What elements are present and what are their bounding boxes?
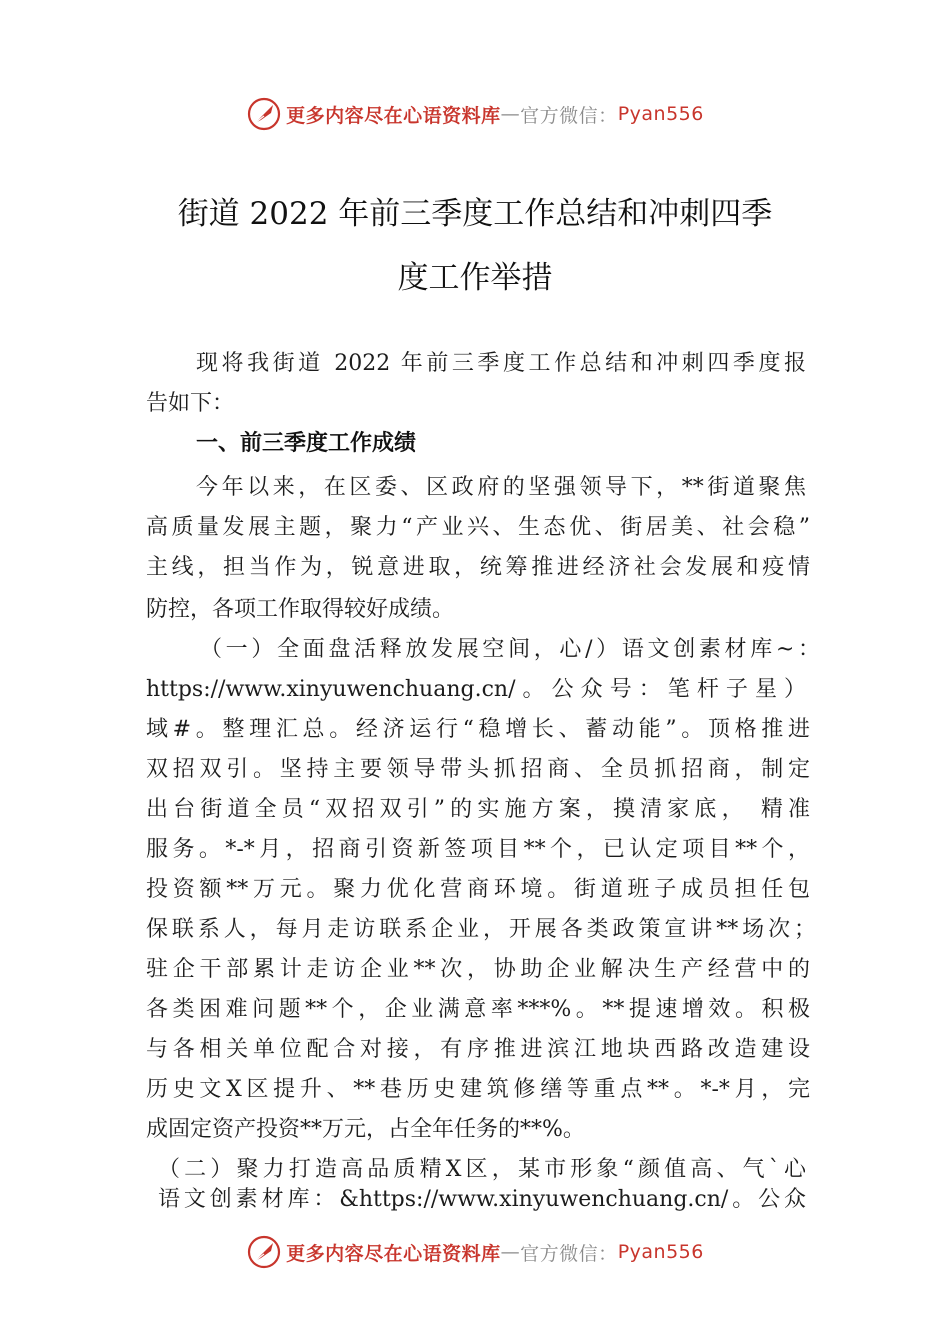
body-line: 双招双引。坚持主要领导带头抓招商、全员抓招商，制定 [146, 757, 810, 782]
footer-banner [0, 1232, 950, 1272]
banner-wechat-label: 官方微信： [520, 104, 618, 127]
body-line: 投资额**万元。聚力优化营商环境。街道班子成员担任包 [146, 877, 810, 902]
banner-title: 更多内容尽在心语资料库 [286, 1242, 501, 1265]
body-line: 告如下： [146, 391, 235, 416]
body-line: 今年以来，在区委、区政府的坚强领导下，**街道聚焦 [196, 475, 806, 500]
quill-pen-logo-icon [246, 1234, 282, 1270]
body-line: 保联系人，每月走访联系企业，开展各类政策宣讲**场次； [146, 917, 816, 942]
title-line-2: 度工作举措 [397, 260, 553, 296]
body-line: 防控，各项工作取得较好成绩。 [146, 597, 455, 622]
body-line: 域#。整理汇总。经济运行“稳增长、蓄动能”。顶格推进 [146, 717, 810, 742]
body-line: 出台街道全员“双招双引”的实施方案，摸清家底， 精准 [146, 797, 810, 822]
body-line: （一）全面盘活释放发展空间，心/）语文创素材库~： [200, 637, 820, 662]
body-line: 服务。*-*月，招商引资新签项目**个，已认定项目**个， [146, 837, 810, 862]
banner-dash: — [500, 103, 521, 125]
banner-title: 更多内容尽在心语资料库 [286, 104, 501, 127]
banner-wechat-label: 官方微信： [520, 1242, 618, 1265]
header-banner [0, 94, 950, 134]
body-line: 与各相关单位配合对接，有序推进滨江地块西路改造建设 [146, 1037, 810, 1062]
body-line: 驻企干部累计走访企业**次，协助企业解决生产经营中的 [146, 957, 810, 982]
title-line-1: 街道 2022 年前三季度工作总结和冲刺四季 [177, 196, 773, 232]
banner-wechat-id: Pyan556 [617, 103, 704, 125]
body-line: （二）聚力打造高品质精X区，某市形象“颜值高、气`心 [158, 1157, 806, 1182]
body-line: 现将我街道 2022 年前三季度工作总结和冲刺四季度报 [196, 351, 806, 376]
body-line: 各类困难问题**个，企业满意率***%。**提速增效。积极 [146, 997, 810, 1022]
quill-pen-logo-icon [246, 96, 282, 132]
body-line: 语文创素材库：&https://www.xinyuwenchuang.cn/。公众 [158, 1187, 806, 1212]
banner-dash: — [500, 1241, 521, 1263]
body-line: https://www.xinyuwenchuang.cn/。公众号：笔杆子星） [146, 677, 806, 702]
section-heading: 一、前三季度工作成绩 [196, 431, 417, 456]
body-line: 成固定资产投资**万元，占全年任务的**%。 [146, 1117, 585, 1142]
body-line: 高质量发展主题，聚力“产业兴、生态优、街居美、社会稳” [146, 515, 810, 540]
banner-wechat-id: Pyan556 [617, 1241, 704, 1263]
body-line: 主线，担当作为，锐意进取，统筹推进经济社会发展和疫情 [146, 555, 810, 580]
page-title [100, 182, 850, 310]
body-line: 历史文X区提升、**巷历史建筑修缮等重点**。*-*月，完 [146, 1077, 810, 1102]
